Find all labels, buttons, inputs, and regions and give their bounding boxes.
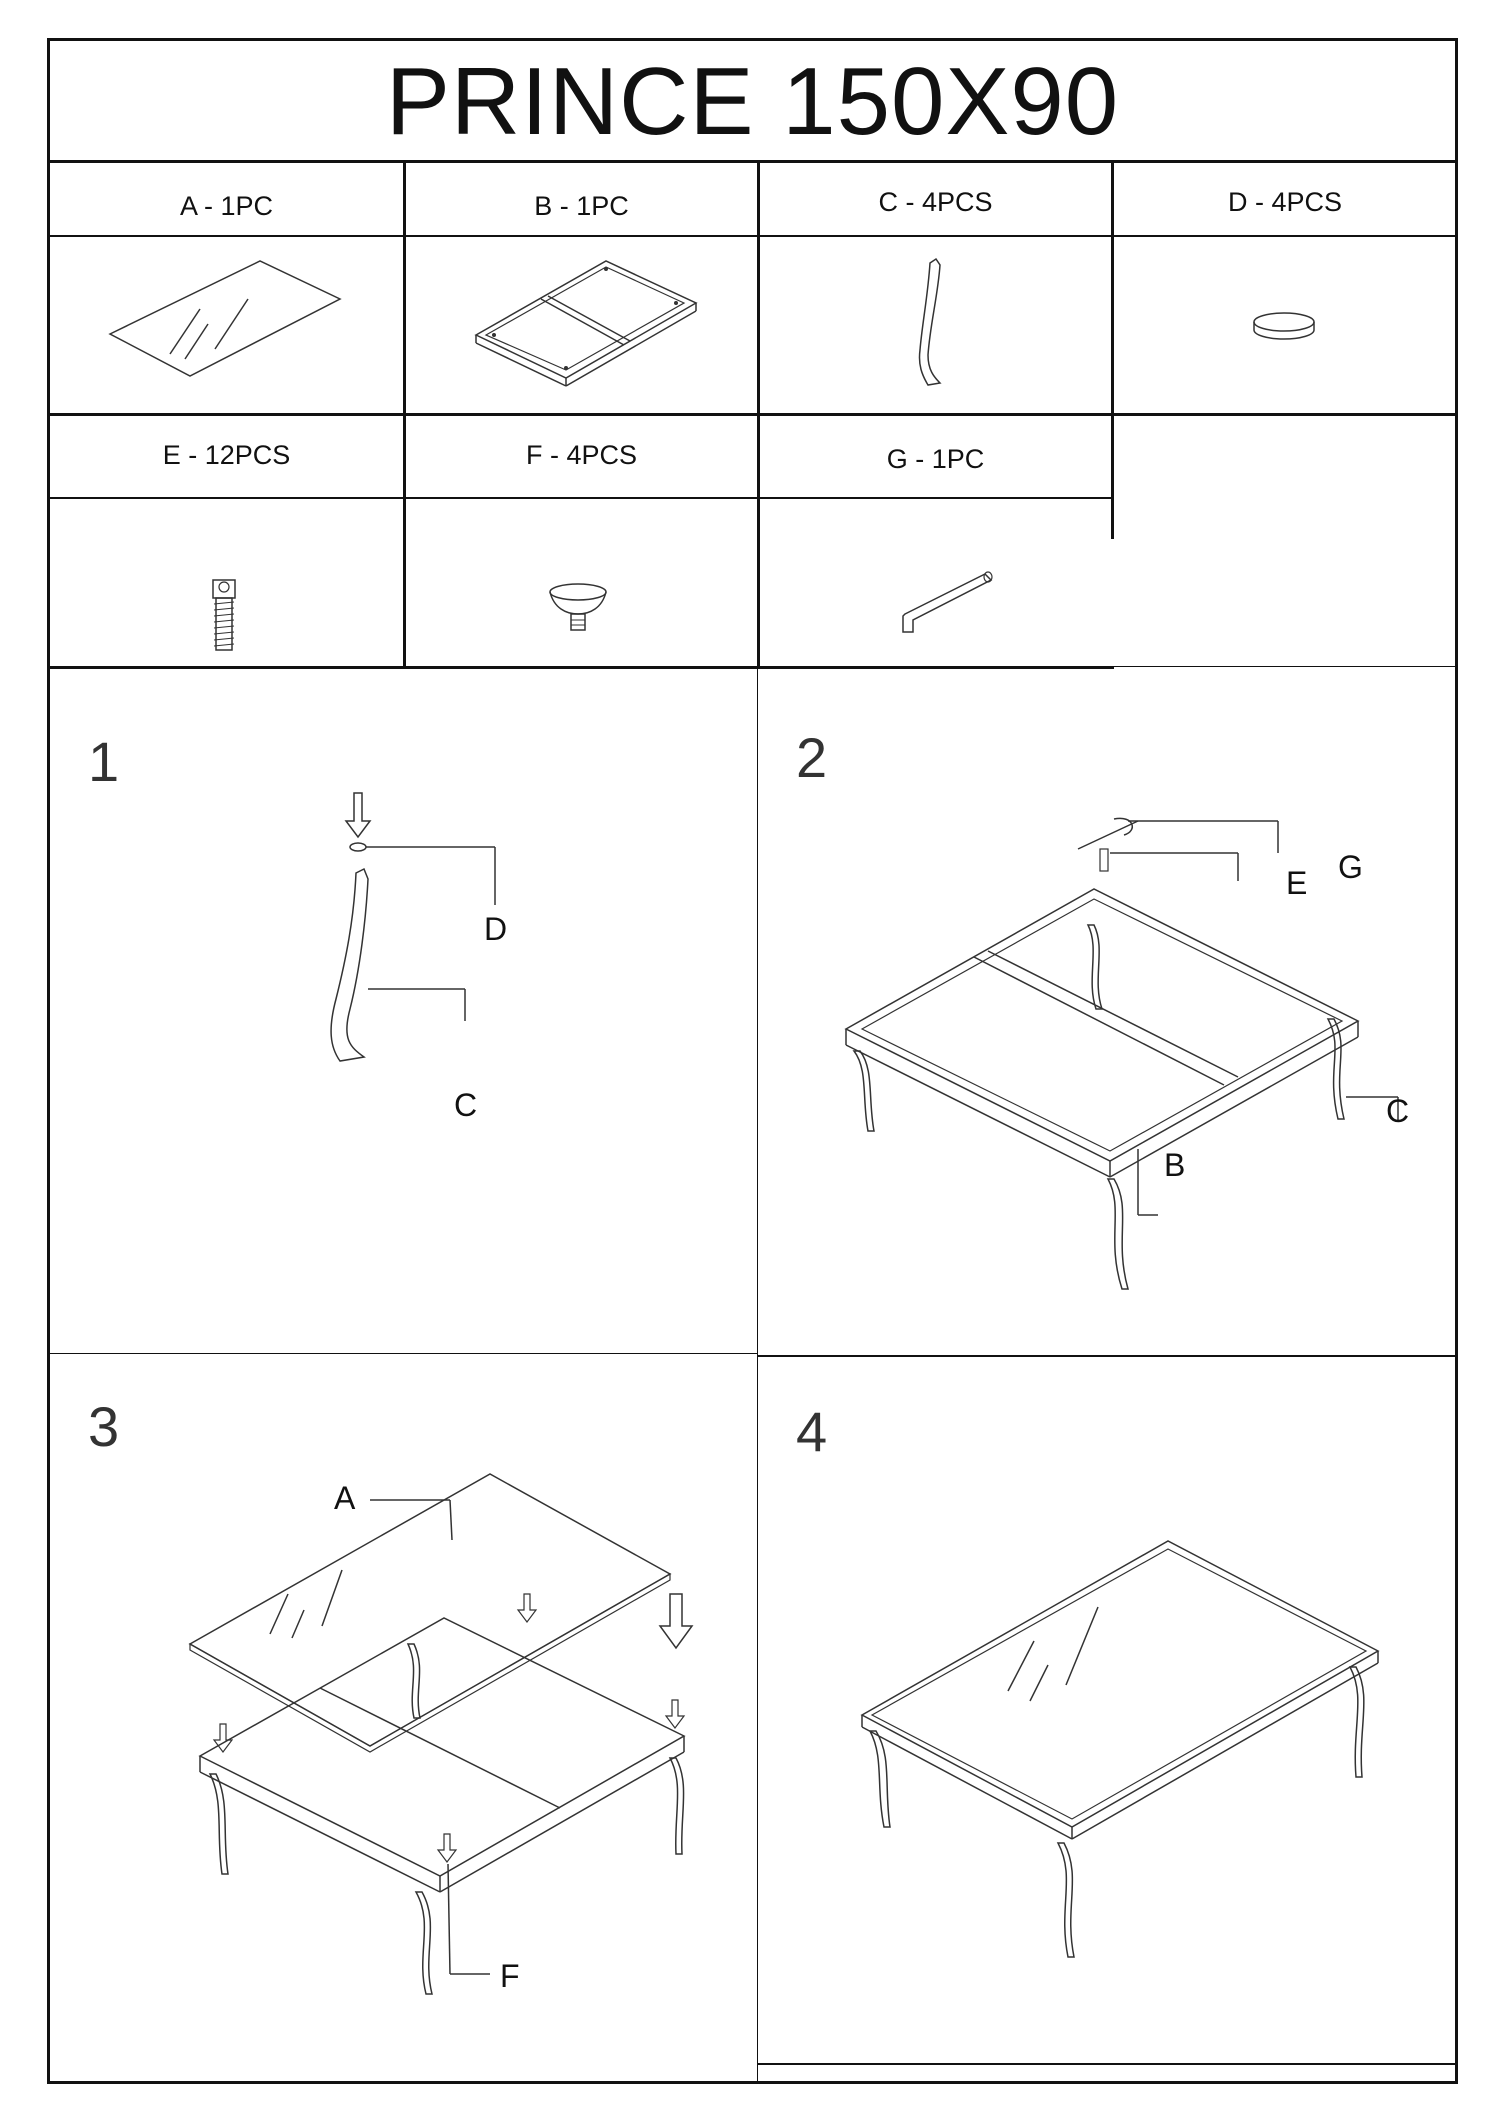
part-g xyxy=(760,416,1111,666)
title-bar xyxy=(50,41,1455,163)
step-1 xyxy=(50,669,757,1353)
frame-icon xyxy=(466,253,706,393)
allen-key-icon xyxy=(885,566,1005,646)
part-label: E - 12PCS xyxy=(162,440,291,470)
grid-line xyxy=(757,2063,1457,2065)
step-3 xyxy=(50,1354,757,2084)
part-label: F - 4PCS xyxy=(525,440,638,470)
callout-e: E xyxy=(1286,865,1308,901)
glass-top-icon xyxy=(100,259,350,389)
callout-g: G xyxy=(1338,849,1363,885)
page-title: PRINCE 150X90 xyxy=(385,48,1120,155)
callout-c: C xyxy=(1386,1093,1410,1129)
step-1-drawing xyxy=(310,789,590,1149)
callout-b: B xyxy=(1164,1147,1186,1183)
step-4 xyxy=(758,1357,1456,2063)
callout-f: F xyxy=(500,1958,520,1994)
instruction-sheet xyxy=(47,38,1458,2084)
callout-d: D xyxy=(484,911,508,947)
step-number: 3 xyxy=(88,1395,120,1458)
part-label: G - 1PC xyxy=(886,444,985,474)
part-label: B - 1PC xyxy=(534,191,629,221)
bolt-icon xyxy=(205,576,245,656)
callout-c: C xyxy=(454,1087,478,1123)
callout-a: A xyxy=(334,1480,356,1516)
step-2-drawing xyxy=(838,769,1398,1209)
part-b xyxy=(406,163,757,413)
grid-line xyxy=(1111,666,1456,667)
step-number: 2 xyxy=(796,726,828,789)
part-e xyxy=(50,416,403,666)
part-label: C - 4PCS xyxy=(878,187,993,217)
suction-cup-icon xyxy=(538,582,618,642)
part-label: D - 4PCS xyxy=(1227,187,1343,217)
part-d xyxy=(1114,163,1456,413)
part-a xyxy=(50,163,403,413)
part-c xyxy=(760,163,1111,413)
part-label: A - 1PC xyxy=(179,191,274,221)
foot-pad-icon xyxy=(1249,308,1319,348)
step-2 xyxy=(758,669,1456,1355)
part-f xyxy=(406,416,757,666)
step-number: 1 xyxy=(88,730,120,793)
leg-icon xyxy=(900,255,960,395)
step-3-drawing xyxy=(190,1434,730,1954)
step-number: 4 xyxy=(796,1400,828,1463)
assembled-table-drawing xyxy=(858,1537,1378,1957)
